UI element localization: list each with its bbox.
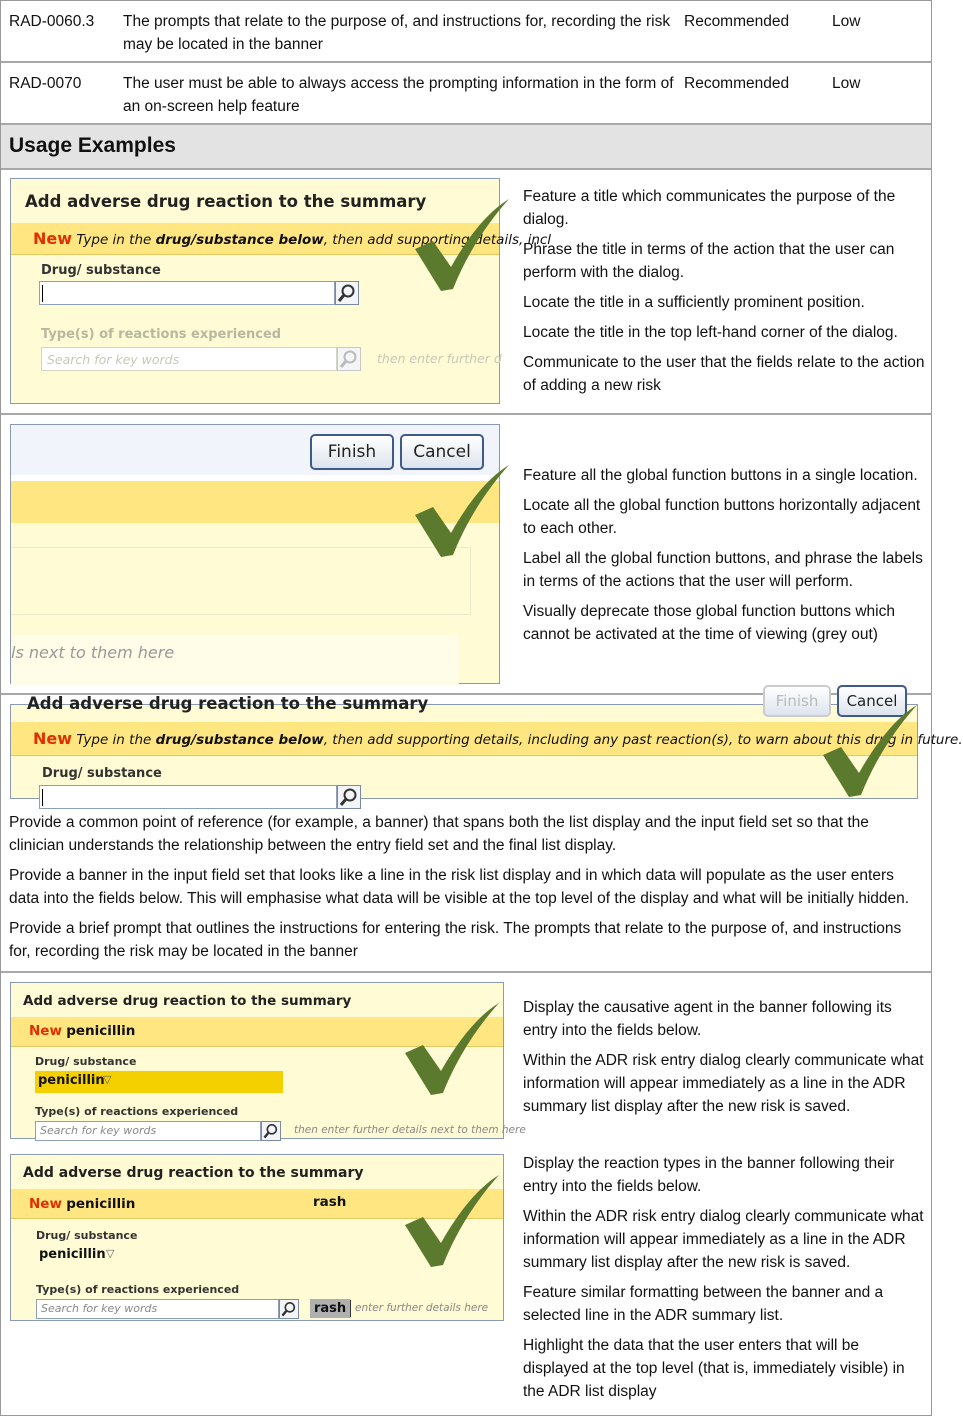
banner-drug: penicillin xyxy=(66,1196,136,1212)
banner-prefix: Type in the xyxy=(76,232,156,248)
magnifier-icon xyxy=(262,1122,280,1140)
dialog-banner xyxy=(11,722,963,756)
usage-example-title xyxy=(1,170,931,415)
check-mark-icon xyxy=(401,1173,501,1269)
dialog-title: Add adverse drug reaction to the summary xyxy=(27,694,429,713)
field-area xyxy=(11,547,471,615)
check-mark-icon xyxy=(411,463,511,559)
note: Phrase the title in terms of the action that the user can perform with the dialog. xyxy=(523,241,895,281)
magnifier-icon xyxy=(338,348,360,370)
finish-button[interactable]: Finish xyxy=(310,434,394,470)
banner-reaction: rash xyxy=(313,1194,347,1210)
note: Display the causative agent in the banner following its entry into the fields below. xyxy=(523,999,892,1039)
search-button[interactable] xyxy=(337,785,361,809)
banner-new-label: New xyxy=(33,729,73,748)
note: Provide a brief prompt that outlines the instructions for entering the risk. The prompts that relate to the purpose of, and instructions for, recording the risk may be located in the banner xyxy=(9,920,902,960)
dialog-screenshot xyxy=(10,1154,504,1321)
drug-selected-value[interactable] xyxy=(36,1245,216,1267)
further-details-hint: enter further details here xyxy=(355,1302,489,1314)
magnifier-icon xyxy=(338,786,360,808)
search-placeholder: Search for key words xyxy=(41,1302,158,1315)
example-notes xyxy=(523,1152,925,1410)
usage-example-banner xyxy=(1,692,963,973)
requirement-id: RAD-0070 xyxy=(9,75,82,92)
note: Locate all the global function buttons horizontally adjacent to each other. xyxy=(523,497,921,537)
note: Label all the global function buttons, and phrase the labels in terms of the actions that the user will perform. xyxy=(523,550,923,590)
banner-rest: , then add supporting details, including any past reaction(s), to warn about this drug in future. xyxy=(323,732,963,748)
reaction-label: Type(s) of reactions experienced xyxy=(41,327,282,342)
check-mark-icon xyxy=(411,197,511,293)
note: Feature a title which communicates the purpose of the dialog. xyxy=(523,188,896,228)
finish-button[interactable]: Finish xyxy=(763,685,831,717)
requirement-row xyxy=(1,1,931,63)
triangle-down-icon: ▽ xyxy=(106,1247,115,1260)
reaction-search-input[interactable] xyxy=(36,1299,279,1319)
section-header: Usage Examples xyxy=(1,125,931,170)
note: Communicate to the user that the fields relate to the action of adding a new risk xyxy=(523,354,925,394)
note: Locate the title in the top left-hand corner of the dialog. xyxy=(523,324,898,341)
drug-input[interactable] xyxy=(39,785,337,809)
search-button[interactable] xyxy=(261,1121,281,1141)
usage-example-buttons xyxy=(1,415,931,695)
banner-new-label: New xyxy=(29,1023,62,1039)
drug-selected-value[interactable] xyxy=(35,1071,283,1093)
dialog-screenshot xyxy=(10,424,500,684)
text-cursor xyxy=(350,1300,351,1317)
banner-rest: , then add supporting details, incl xyxy=(323,232,552,248)
requirement-text: The prompts that relate to the purpose of, and instructions for, recording the risk may be located in the banner xyxy=(123,13,671,53)
reaction-label: Type(s) of reactions experienced xyxy=(35,1105,239,1118)
banner-new-label: New xyxy=(29,1196,62,1212)
drug-label: Drug/ substance xyxy=(41,263,161,278)
requirement-risk: Low xyxy=(832,75,861,92)
requirement-obligation: Recommended xyxy=(684,75,790,92)
note: Feature all the global function buttons in a single location. xyxy=(523,467,918,484)
drug-label: Drug/ substance xyxy=(36,1229,138,1242)
requirement-risk: Low xyxy=(832,13,861,30)
banner-drug: penicillin xyxy=(66,1023,136,1039)
drug-label: Drug/ substance xyxy=(35,1055,137,1068)
note: Within the ADR risk entry dialog clearly communicate what information will appear immediately as a line in the ADR summary list display after the new risk is saved. xyxy=(523,1208,924,1271)
dialog-title: Add adverse drug reaction to the summary xyxy=(25,192,427,211)
dialog-screenshot xyxy=(10,692,963,799)
drug-input[interactable] xyxy=(39,281,335,305)
usage-example-population xyxy=(1,973,931,1417)
cancel-button[interactable]: Cancel xyxy=(837,685,907,717)
banner-prefix: Type in the xyxy=(76,732,156,748)
reaction-label: Type(s) of reactions experienced xyxy=(36,1283,240,1296)
requirement-row xyxy=(1,63,931,125)
note: Within the ADR risk entry dialog clearly communicate what information will appear immediately as a line in the ADR summary list display after the new risk is saved. xyxy=(523,1052,924,1115)
dialog-screenshot xyxy=(10,178,552,404)
note: Visually deprecate those global function buttons which cannot be activated at the time of viewing (grey out) xyxy=(523,603,895,643)
note: Provide a banner in the input field set that looks like a line in the risk list display and in which data will populate as the user enters data into the fields below. This will emphasise what data will be visible at the top level of the display and what will be initially hidden. xyxy=(9,867,910,907)
further-details-hint: then enter further details next to them here xyxy=(294,1124,526,1136)
magnifier-icon xyxy=(336,282,358,304)
requirement-id: RAD-0060.3 xyxy=(9,13,95,30)
cancel-button[interactable]: Cancel xyxy=(400,434,484,470)
note: Locate the title in a sufficiently prominent position. xyxy=(523,294,865,311)
search-button[interactable] xyxy=(279,1299,299,1319)
example-notes xyxy=(523,996,925,1125)
further-details-hint: then enter further d xyxy=(377,351,502,366)
check-mark-icon xyxy=(401,1001,501,1097)
note: Highlight the data that the user enters that will be displayed at the top level (that is, immediately visible) in the ADR list display xyxy=(523,1337,905,1400)
reaction-chip[interactable]: rash xyxy=(310,1299,350,1318)
example-notes xyxy=(9,811,925,970)
note: Feature similar formatting between the banner and a selected line in the ADR summary list. xyxy=(523,1284,884,1324)
dialog-title: Add adverse drug reaction to the summary xyxy=(23,1165,364,1181)
search-button[interactable] xyxy=(335,281,359,305)
banner-bold: drug/substance below xyxy=(155,732,324,748)
banner-new-label: New xyxy=(33,229,73,248)
reaction-search-input[interactable] xyxy=(41,347,337,371)
banner-bold: drug/substance below xyxy=(155,232,324,248)
drug-value: penicillin xyxy=(38,1073,105,1088)
triangle-down-icon: ▽ xyxy=(103,1073,112,1086)
example-notes xyxy=(523,464,925,653)
dialog-screenshot xyxy=(10,982,526,1139)
reaction-search-input[interactable] xyxy=(35,1121,261,1141)
note: Provide a common point of reference (for example, a banner) that spans both the list display and the input field set so that the clinician understands the relationship between the entry field set and the final list display. xyxy=(9,814,869,854)
requirement-obligation: Recommended xyxy=(684,13,790,30)
search-placeholder: Search for key words xyxy=(40,1124,157,1137)
reaction-search-button[interactable] xyxy=(337,347,361,371)
drug-label: Drug/ substance xyxy=(42,766,162,781)
further-details-hint: ls next to them here xyxy=(11,643,175,662)
magnifier-icon xyxy=(280,1300,298,1318)
requirement-text: The user must be able to always access the prompting information in the form of an on-screen help feature xyxy=(123,75,674,115)
drug-value: penicillin xyxy=(39,1247,106,1262)
note: Display the reaction types in the banner following their entry into the fields below. xyxy=(523,1155,895,1195)
example-notes xyxy=(523,185,925,404)
check-mark-icon xyxy=(819,703,919,799)
dialog-title: Add adverse drug reaction to the summary xyxy=(23,993,352,1009)
search-placeholder: Search for key words xyxy=(47,352,180,367)
